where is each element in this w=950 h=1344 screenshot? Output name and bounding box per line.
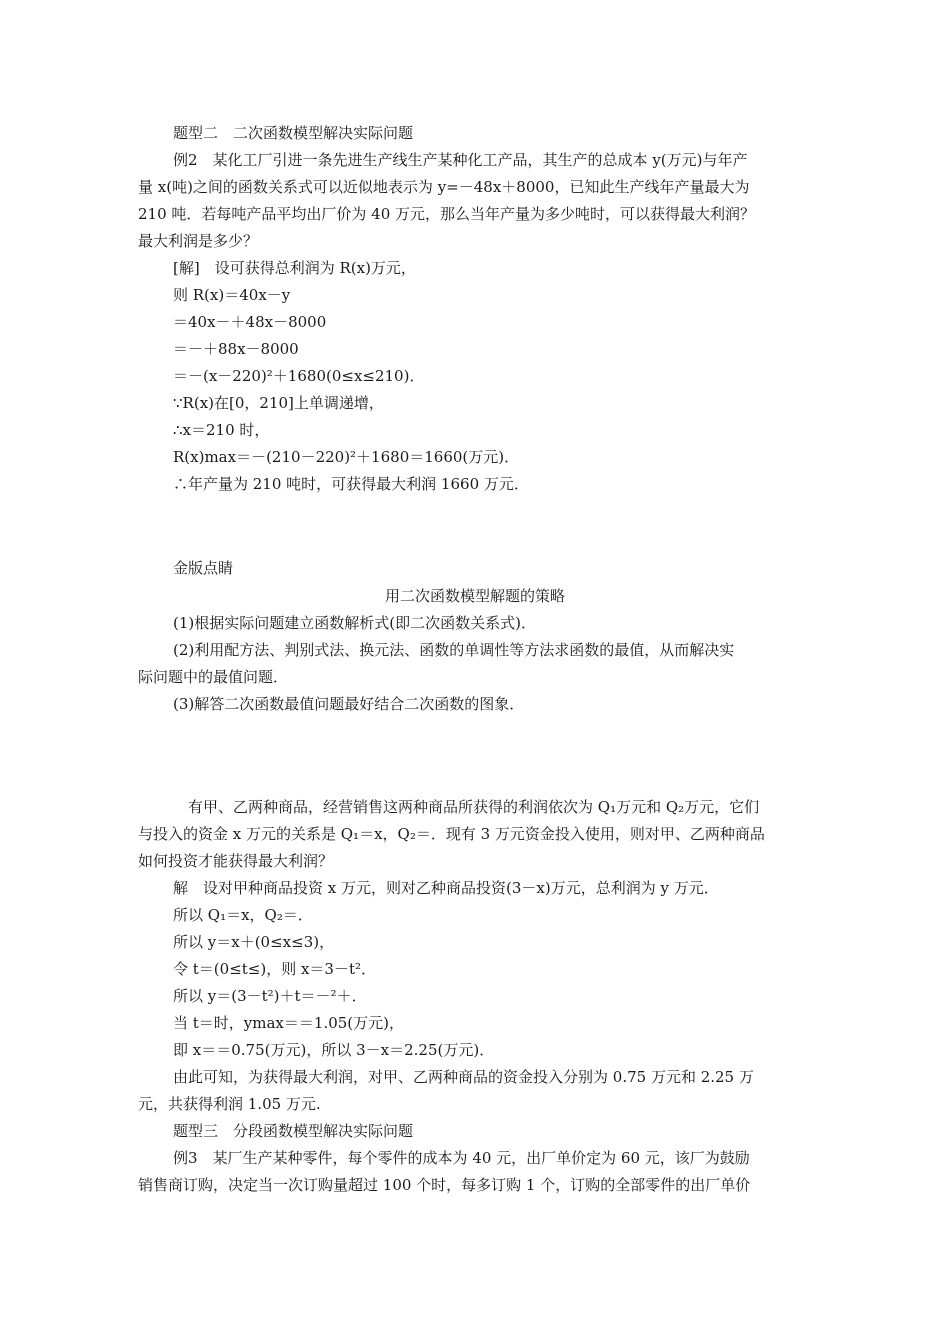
exercise-line-3: 如何投资才能获得最大利润？	[138, 852, 334, 870]
tip-line-3: 际问题中的最值问题．	[138, 668, 289, 686]
section3-title: 题型三 分段函数模型解决实际问题	[173, 1122, 414, 1140]
tip-label: 金版点睛	[173, 559, 234, 577]
solution2-line-7: ∴x＝210 时，	[173, 421, 270, 439]
tip-line-4: (3)解答二次函数最值问题最好结合二次函数的图象．	[173, 695, 525, 713]
section2-title: 题型二 二次函数模型解决实际问题	[173, 124, 414, 142]
solution2-line-9: ∴年产量为 210 吨时，可获得最大利润 1660 万元．	[173, 475, 529, 493]
tip-line-1: (1)根据实际问题建立函数解析式(即二次函数关系式)．	[173, 614, 536, 632]
solution2-line-1: [解] 设可获得总利润为 R(x)万元，	[173, 259, 416, 277]
solution2-line-5: ＝－(x－220)²＋1680(0≤x≤210)．	[173, 367, 425, 385]
exercise-solution-line-4: 令 t＝(0≤t≤)，则 x＝3－t²．	[173, 960, 377, 978]
example2-line-2: 量 x(吨)之间的函数关系式可以近似地表示为 y=－48x＋8000，已知此生产线年产量最大为	[138, 178, 750, 196]
exercise-solution-line-6: 当 t＝时，ymax＝＝1.05(万元)，	[173, 1014, 404, 1032]
solution2-line-6: ∵R(x)在[0，210]上单调递增，	[173, 394, 384, 412]
solution2-line-2: 则 R(x)＝40x－y	[173, 286, 291, 304]
example2-line-3: 210 吨．若每吨产品平均出厂价为 40 万元，那么当年产量为多少吨时，可以获得最大利润？	[138, 205, 756, 223]
solution2-line-8: R(x)max＝－(210－220)²＋1680＝1660(万元)．	[173, 448, 520, 466]
solution2-line-3: ＝40x－＋48x－8000	[173, 313, 327, 331]
solution2-line-4: ＝－＋88x－8000	[173, 340, 299, 358]
exercise-solution-line-9: 元，共获得利润 1.05 万元.	[138, 1095, 321, 1113]
example2-line-1: 例2 某化工厂引进一条先进生产线生产某种化工产品，其生产的总成本 y(万元)与年产	[173, 151, 748, 169]
exercise-solution-line-1: 解 设对甲种商品投资 x 万元，则对乙种商品投资(3－x)万元，总利润为 y 万元．	[173, 879, 719, 897]
example2-line-4: 最大利润是多少？	[138, 232, 259, 250]
exercise-solution-line-7: 即 x＝＝0.75(万元)，所以 3－x＝2.25(万元)．	[173, 1041, 495, 1059]
exercise-solution-line-2: 所以 Q₁＝x，Q₂＝．	[173, 906, 313, 924]
exercise-line-1: 有甲、乙两种商品，经营销售这两种商品所获得的利润依次为 Q₁万元和 Q₂万元，它们	[188, 798, 760, 816]
exercise-solution-line-3: 所以 y＝x＋(0≤x≤3)，	[173, 933, 335, 951]
exercise-line-2: 与投入的资金 x 万元的关系是 Q₁＝x，Q₂＝．现有 3 万元资金投入使用，则对甲、乙两种商品	[138, 825, 765, 843]
example3-line-1: 例3 某厂生产某种零件，每个零件的成本为 40 元，出厂单价定为 60 元，该厂为鼓励	[173, 1149, 750, 1167]
example3-line-2: 销售商订购，决定当一次订购量超过 100 个时，每多订购 1 个，订购的全部零件的出厂单价	[138, 1176, 751, 1194]
exercise-solution-line-8: 由此可知，为获得最大利润，对甲、乙两种商品的资金投入分别为 0.75 万元和 2.25 万	[173, 1068, 754, 1086]
exercise-solution-line-5: 所以 y＝(3－t²)＋t＝－²＋．	[173, 987, 367, 1005]
tip-line-2: (2)利用配方法、判别式法、换元法、函数的单调性等方法求函数的最值，从而解决实	[173, 641, 735, 659]
tip-heading: 用二次函数模型解题的策略	[384, 587, 565, 605]
